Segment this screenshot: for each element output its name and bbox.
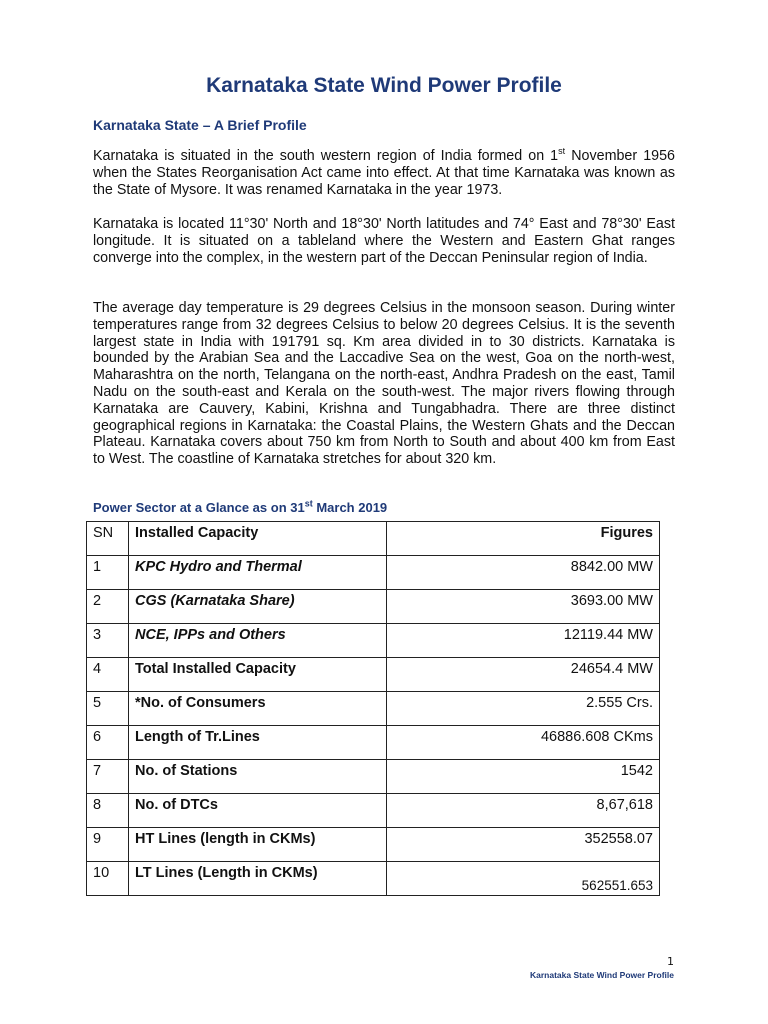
row-value: 24654.4 MW [387,658,660,692]
row-sn: 1 [87,556,129,590]
power-heading-superscript: st [304,498,313,509]
row-label: LT Lines (Length in CKMs) [129,862,387,896]
row-value: 3693.00 MW [387,590,660,624]
table-row [87,658,660,692]
para1-text-pre: Karnataka is situated in the south western region of India formed on 1 [93,148,559,164]
table-row [87,624,660,658]
row-value: 46886.608 CKms [387,726,660,760]
row-label: NCE, IPPs and Others [129,624,387,658]
page-title: Karnataka State Wind Power Profile [206,74,562,97]
table-row [87,590,660,624]
section-heading-brief-profile: Karnataka State – A Brief Profile [93,117,307,133]
row-value: 352558.07 [387,828,660,862]
table-row [87,828,660,862]
row-sn: 3 [87,624,129,658]
table-row [87,556,660,590]
row-label: CGS (Karnataka Share) [129,590,387,624]
row-sn: 5 [87,692,129,726]
row-value: 562551.653 [387,862,660,896]
row-value: 2.555 Crs. [387,692,660,726]
paragraph-geography: The average day temperature is 29 degrees Celsius in the monsoon season. During winter temperatures range from 32 degrees Celsius to below 20 degrees Celsius. It is the seventh largest state in India with 191791 sq. Km area divided in to 30 districts. Karnataka is bounded by the Arabian Sea and the Laccadive Sea on the west, Goa on the north-west, Maharashtra on the north, Telangana on the north-east, Andhra Pradesh on the east, Tamil Nadu on the south-east and Kerala on the south-west. The major rivers flowing through Karnataka are Cauvery, Kabini, Krishna and Tungabhadra. There are three distinct geographical regions in Karnataka: the Coastal Plains, the Western Ghats and the Deccan Plateau. Karnataka covers about 750 km from North to South and about 400 km from East to West. The coastline of Karnataka stretches for about 320 km. [93,300,675,468]
paragraph-formation [93,148,675,198]
row-label: No. of Stations [129,760,387,794]
header-value: Figures [387,522,660,556]
power-heading-pre: Power Sector at a Glance as on 31 [93,500,305,515]
header-sn: SN [87,522,129,556]
para1-text-post: November 1956 when the States Reorganisation Act came into effect. At that time Karnataka was known as the State of Mysore. It was renamed Karnataka in the year 1973. [93,148,675,198]
row-sn: 6 [87,726,129,760]
page-number: 1 [667,955,674,968]
table-row [87,794,660,828]
row-sn: 9 [87,828,129,862]
row-label: HT Lines (length in CKMs) [129,828,387,862]
row-sn: 8 [87,794,129,828]
para1-superscript: st [558,146,566,157]
row-label: Length of Tr.Lines [129,726,387,760]
power-sector-table [86,521,660,896]
table-row [87,862,660,896]
footer-text: Karnataka State Wind Power Profile [530,970,674,980]
row-sn: 4 [87,658,129,692]
section-heading-power-sector [93,500,387,515]
table-row [87,726,660,760]
row-label: No. of DTCs [129,794,387,828]
header-label: Installed Capacity [129,522,387,556]
row-value: 8,67,618 [387,794,660,828]
paragraph-location: Karnataka is located 11°30' North and 18°30' North latitudes and 74° East and 78°30' East longitude. It is situated on a tableland where the Western and Eastern Ghat ranges converge into the complex, in the western part of the Deccan Peninsular region of India. [93,216,675,266]
table-row [87,692,660,726]
row-sn: 2 [87,590,129,624]
row-label: KPC Hydro and Thermal [129,556,387,590]
table-row [87,760,660,794]
row-sn: 10 [87,862,129,896]
power-heading-post: March 2019 [312,500,388,515]
row-value: 8842.00 MW [387,556,660,590]
row-label: *No. of Consumers [129,692,387,726]
row-value: 1542 [387,760,660,794]
table-header-row [87,522,660,556]
row-label: Total Installed Capacity [129,658,387,692]
row-value: 12119.44 MW [387,624,660,658]
row-sn: 7 [87,760,129,794]
